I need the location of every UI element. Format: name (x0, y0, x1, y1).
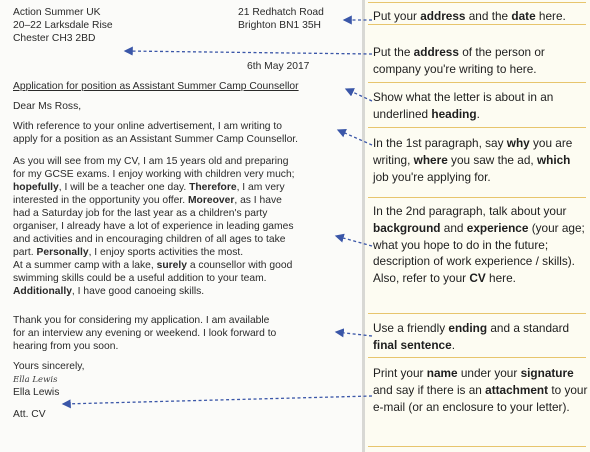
text-run: . (476, 106, 480, 121)
arrow-para3 (336, 332, 372, 336)
text-run: of the person or company you're writing to here. (373, 45, 545, 76)
text-run: to your e-mail (or an enclosure to your letter). (373, 382, 588, 414)
text-run: , I am very (236, 182, 285, 193)
recipient-address-line: 21 Redhatch Road (238, 7, 324, 18)
text-run: had a Saturday job for the last year as a children's party (13, 208, 268, 219)
emphasis: Additionally (13, 286, 72, 297)
text-run: In the 2nd paragraph, talk about your (373, 204, 567, 218)
text-run: here. (485, 271, 516, 286)
emphasis: date (511, 9, 536, 23)
text-run: (your age; what you hope to do in the future; description of work experience / skills). Also, refer to your (373, 220, 585, 286)
text-run: a counsellor with good (186, 260, 293, 271)
arrow-heading (346, 89, 372, 101)
text-run: , I will be a teacher one day. (58, 182, 190, 193)
text-run: Show what the letter is about in an underlined (373, 90, 554, 121)
emphasis: name (426, 366, 458, 380)
text-run: and activities and in encouraging children of all ages to take (13, 234, 286, 245)
text-run: and the (465, 9, 512, 23)
emphasis: CV (469, 271, 486, 286)
emphasis: Personally (36, 247, 89, 258)
emphasis: why (506, 136, 530, 150)
text-run: In the 1st paragraph, say (373, 136, 507, 150)
text-run: . (451, 337, 455, 352)
arrow-name (63, 396, 372, 404)
emphasis: signature (520, 366, 574, 380)
text-run: Print your (373, 366, 427, 380)
text-run: and (440, 220, 467, 235)
text-run: you saw the ad, (447, 152, 537, 167)
emphasis: ending (448, 321, 488, 335)
text-run: part. (13, 247, 37, 258)
letter-date: 6th May 2017 (247, 61, 310, 72)
text-run: under your (457, 366, 521, 380)
printed-name: Ella Lewis (13, 387, 60, 398)
text-run: you are writing, (373, 136, 573, 167)
para3-line: hearing from you soon. (13, 341, 119, 352)
emphasis: address (420, 9, 466, 23)
emphasis: heading (431, 106, 477, 121)
closing: Yours sincerely, (13, 361, 85, 372)
emphasis: surely (156, 260, 187, 271)
para1-line: With reference to your online advertisement, I am writing to (13, 121, 282, 132)
text-run: and a standard (487, 321, 570, 335)
para3-line: Thank you for considering my application. I am available (13, 315, 270, 326)
text-run: job you're applying for. (373, 169, 491, 184)
para3-line: for an interview any evening or weekend. I look forward to (13, 328, 277, 339)
emphasis: which (536, 152, 571, 167)
emphasis: experience (466, 220, 529, 235)
arrow-address (125, 51, 372, 54)
sender-address-line: Chester CH3 2BD (13, 33, 96, 44)
emphasis: background (373, 220, 441, 235)
text-run: Use a friendly (373, 321, 449, 335)
emphasis: where (413, 152, 448, 167)
text-run: Put your (373, 9, 421, 23)
arrow-para1 (338, 130, 372, 145)
signature: Ella Lewis (13, 375, 58, 385)
emphasis: Therefore (189, 182, 237, 193)
letter-heading: Application for position as Assistant Summer Camp Counsellor (13, 81, 299, 92)
text-run: , as I have (234, 195, 282, 206)
text-run: , I enjoy sports activities the most. (88, 247, 244, 258)
letter-greeting: Dear Ms Ross, (13, 101, 82, 112)
text-run: At a summer camp with a lake, (13, 260, 157, 271)
emphasis: final sentence (373, 337, 452, 352)
text-run: , I have good canoeing skills. (71, 286, 205, 297)
recipient-address-line: Brighton BN1 35H (238, 20, 321, 31)
arrow-para2 (336, 236, 372, 246)
para1-line: apply for a position as an Assistant Summer Camp Counsellor. (13, 134, 299, 145)
text-run: here. (535, 9, 566, 23)
text-run: for my GCSE exams. I enjoy working with children very much; (13, 169, 295, 180)
attachment-note: Att. CV (13, 409, 46, 420)
text-run: swimming skills could be a useful addition to your team. (13, 273, 267, 284)
emphasis: address (413, 45, 459, 59)
text-run: and say if there is an (373, 382, 486, 397)
text-run: Put the (373, 45, 414, 59)
emphasis: hopefully (13, 182, 59, 193)
sender-address-line: 20–22 Larksdale Rise (13, 20, 113, 31)
text-run: As you will see from my CV, I am 15 years old and preparing (13, 156, 289, 167)
emphasis: attachment (485, 382, 549, 397)
text-run: organiser, I already have a lot of experience in leading games (13, 221, 294, 232)
sender-address-line: Action Summer UK (13, 7, 101, 18)
emphasis: Moreover (187, 195, 235, 206)
text-run: interested in the opportunity you offer. (13, 195, 188, 206)
